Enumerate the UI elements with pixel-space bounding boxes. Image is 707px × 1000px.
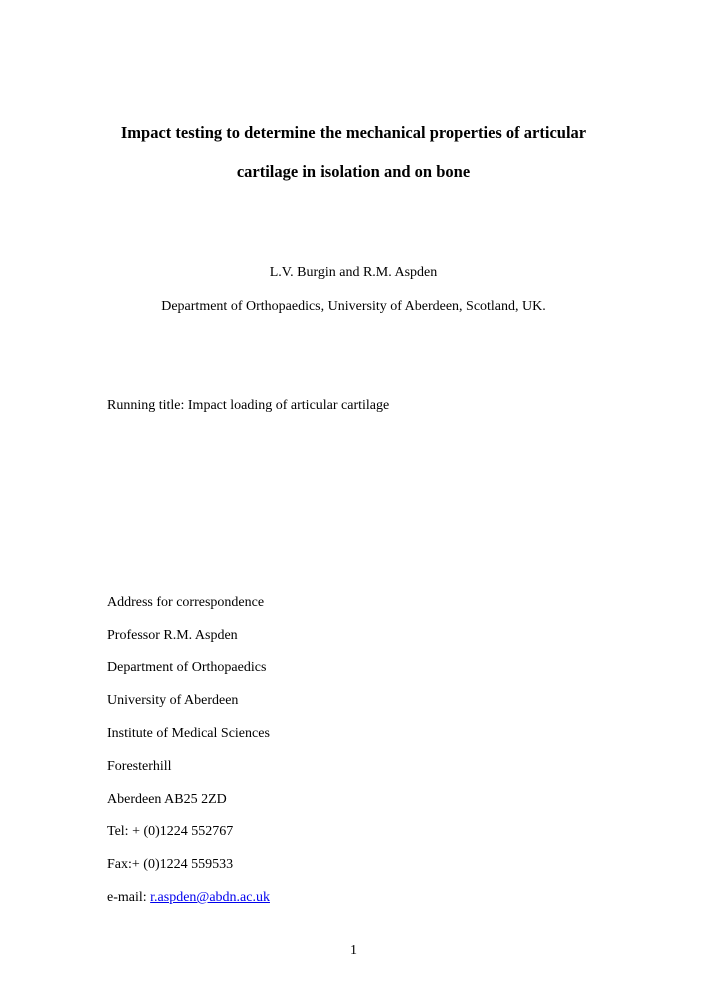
correspondence-university: University of Aberdeen <box>107 693 239 708</box>
correspondence-institute: Institute of Medical Sciences <box>107 726 270 741</box>
correspondence-name: Professor R.M. Aspden <box>107 628 238 643</box>
correspondence-telephone: Tel: + (0)1224 552767 <box>107 824 234 839</box>
email-link[interactable]: r.aspden@abdn.ac.uk <box>150 890 270 905</box>
correspondence-site: Foresterhill <box>107 759 172 774</box>
correspondence-department: Department of Orthopaedics <box>107 660 267 675</box>
author-list: L.V. Burgin and R.M. Aspden <box>269 265 438 280</box>
correspondence-email-line <box>107 889 270 907</box>
paper-title-line-1: Impact testing to determine the mechanical properties of articular <box>120 123 587 142</box>
running-title: Running title: Impact loading of articular cartilage <box>107 398 390 413</box>
correspondence-fax: Fax:+ (0)1224 559533 <box>107 857 234 872</box>
page-number: 1 <box>350 943 357 958</box>
correspondence-city-postcode: Aberdeen AB25 2ZD <box>107 792 227 807</box>
email-label: e-mail: <box>107 890 151 905</box>
paper-title-line-2: cartilage in isolation and on bone <box>236 162 471 181</box>
correspondence-heading: Address for correspondence <box>107 595 265 610</box>
author-affiliation: Department of Orthopaedics, University of Aberdeen, Scotland, UK. <box>161 299 546 314</box>
